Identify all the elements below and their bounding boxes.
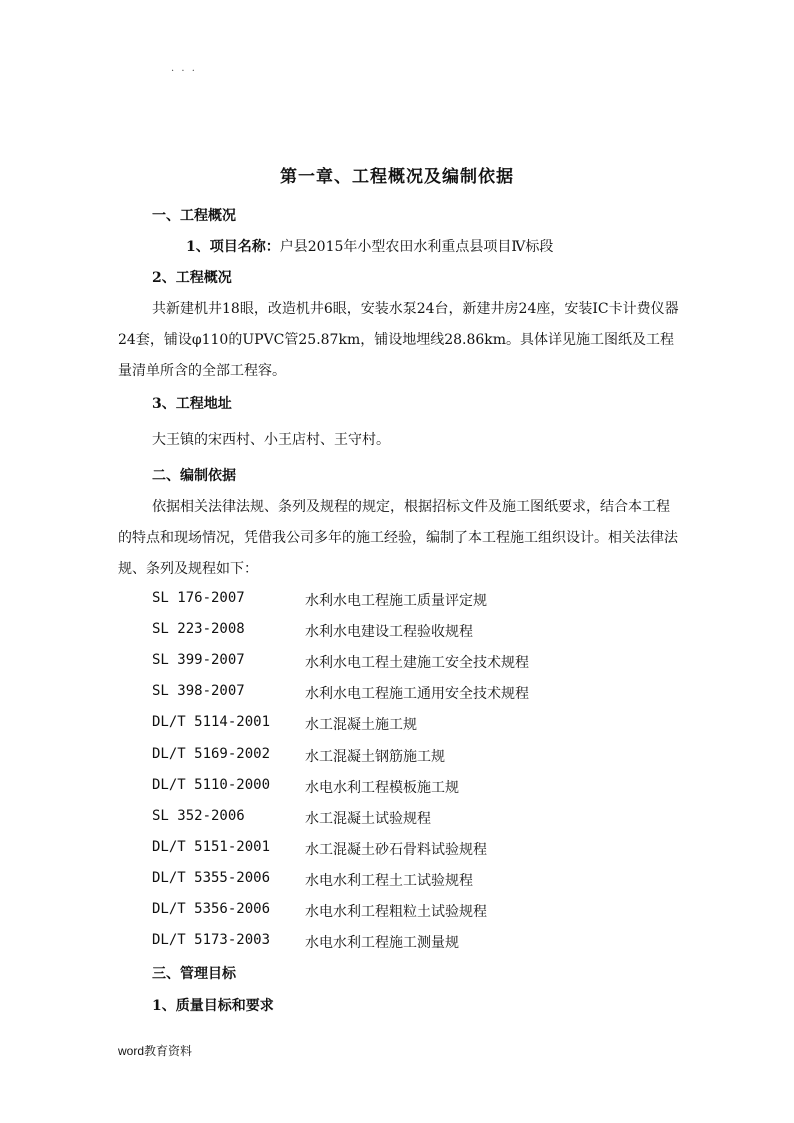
standard-name: 水工混凝土砂石骨料试验规程 [305,842,487,858]
standard-code: DL/T 5151-2001 [152,839,271,855]
standard-name: 水电水利工程模板施工规 [305,780,459,796]
section-heading-management: 三、管理目标 [152,966,236,982]
subheading-project-address: 3、工程地址 [152,396,232,412]
standard-code: SL 398-2007 [152,683,245,699]
project-name-value: 户县2015年小型农田水利重点县项目Ⅳ标段 [279,239,554,255]
standard-code: SL 176-2007 [152,590,245,606]
project-address-text: 大王镇的宋西村、小王店村、王守村。 [152,432,390,448]
standard-name: 水工混凝土试验规程 [305,811,431,827]
basis-intro-text: 依据相关法律法规、条列及规程的规定，根据招标文件及施工图纸要求，结合本工程的特点和现场情况，凭借我公司多年的施工经验，编制了本工程施工组织设计。相关法律法规、条列及规程如下： [118,499,678,577]
project-name-line [186,237,553,257]
standard-code: DL/T 5114-2001 [152,714,271,730]
standard-code: DL/T 5356-2006 [152,901,271,917]
standard-name: 水利水电工程土建施工安全技术规程 [305,655,529,671]
standard-code: DL/T 5355-2006 [152,870,271,886]
project-overview-paragraph [118,294,682,387]
standard-name: 水工混凝土施工规 [305,717,417,733]
standard-code: SL 352-2006 [152,808,245,824]
footer-watermark: word教育资料 [118,1044,193,1058]
standard-name: 水利水电工程施工质量评定规 [305,593,487,609]
standard-name: 水利水电工程施工通用安全技术规程 [305,686,529,702]
standard-name: 水利水电建设工程验收规程 [305,624,473,640]
chapter-title: 第一章、工程概况及编制依据 [280,167,514,187]
standard-name: 水电水利工程施工测量规 [305,935,459,951]
header-dots: · · · [171,66,197,77]
standard-code: SL 399-2007 [152,652,245,668]
standard-code: DL/T 5169-2002 [152,746,271,762]
basis-paragraph [118,492,682,585]
standard-name: 水工混凝土钢筋施工规 [305,749,445,765]
project-overview-text: 共新建机井18眼，改造机井6眼，安装水泵24台，新建井房24座，安装IC卡计费仪器24套，铺设φ110的UPVC管25.87km，铺设地埋线28.86km。具体详见施工图纸及工程量清单所含的全部工程容。 [118,301,679,379]
subheading-project-overview: 2、工程概况 [152,270,232,286]
standard-code: SL 223-2008 [152,621,245,637]
section-heading-basis: 二、编制依据 [152,468,236,484]
standard-name: 水电水利工程土工试验规程 [305,873,473,889]
standard-code: DL/T 5173-2003 [152,932,271,948]
project-name-label: 1、项目名称： [186,239,280,255]
standard-name: 水电水利工程粗粒土试验规程 [305,904,487,920]
section-heading-overview: 一、工程概况 [152,208,236,224]
subheading-quality-targets: 1、质量目标和要求 [152,998,274,1014]
standard-code: DL/T 5110-2000 [152,777,271,793]
